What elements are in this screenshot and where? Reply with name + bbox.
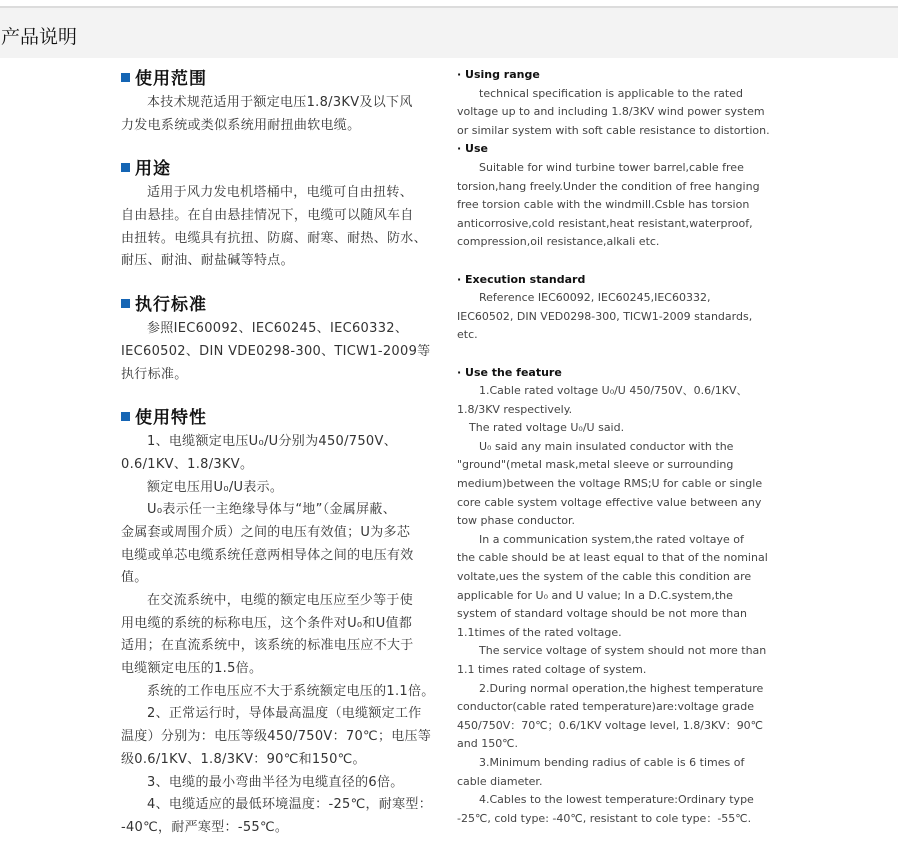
paragraph-line: 系统的工作电压应不大于系统额定电压的1.1倍。 (147, 683, 435, 699)
paragraph-line: cable diameter. (457, 774, 543, 788)
section-heading: · Using range (457, 68, 540, 81)
section-header (0, 8, 898, 58)
paragraph-line: 1.1 times rated coltage of system. (457, 663, 647, 676)
paragraph-line: voltate,ues the system of the cable this condition are (457, 570, 752, 584)
paragraph-line: 耐压、耐油、耐盐碱等特点。 (121, 253, 294, 269)
english-description-column (457, 66, 772, 828)
paragraph-line: anticorrosive,cold resistant,heat resistant,waterproof, (457, 216, 753, 230)
section-heading: · Use (457, 142, 488, 156)
paragraph-line: 0.6/1KV、1.8/3KV。 (121, 456, 254, 472)
paragraph-line: 力发电系统或类似系统用耐扭曲软电缆。 (121, 117, 361, 133)
paragraph-line: 金属套或周围介质）之间的电压有效值；U为多芯 (121, 524, 411, 540)
paragraph-line: compression,oil resistance,alkali etc. (457, 235, 660, 249)
section-heading-text: 使用特性 (135, 408, 207, 429)
paragraph-line: IEC60502、DIN VDE0298-300、TICW1-2009等 (121, 343, 431, 359)
paragraph-line: technical specification is applicable to the rated (479, 86, 743, 100)
paragraph-line: 本技术规范适用于额定电压1.8/3KV及以下风 (147, 95, 413, 110)
paragraph-line: 1.1times of the rated voltage. (457, 625, 622, 639)
paragraph-line: 执行标准。 (121, 366, 188, 382)
paragraph-line: 由扭转。电缆具有抗扭、防腐、耐寒、耐热、防水、 (121, 230, 427, 246)
paragraph-line: 3.Minimum bending radius of cable is 6 times of (479, 755, 745, 769)
paragraph-line: 2.During normal operation,the highest temperature (479, 681, 764, 695)
paragraph-line: or similar system with soft cable resistance to distortion. (457, 123, 770, 137)
section-heading (121, 405, 441, 431)
paragraph-line: 1、电缆额定电压U₀/U分别为450/750V、 (147, 434, 397, 450)
paragraph-line: 电缆或单芯电缆系统任意两相导体之间的电压有效 (121, 547, 414, 563)
paragraph-line: IEC60502, DIN VED0298-300, TICW1-2009 standards, (457, 309, 753, 323)
paragraph-line: In a communication system,the rated voltaye of (479, 532, 744, 546)
paragraph-line: tow phase conductor. (457, 514, 576, 528)
paragraph-line: U₀ said any main insulated conductor with the (479, 439, 734, 453)
section-heading (121, 292, 441, 318)
chinese-description-column (121, 66, 441, 840)
paragraph-line: conductor(cable rated temperature)are:voltage grade (457, 700, 755, 714)
paragraph-line: 1.Cable rated voltage U₀/U 450/750V、0.6/1KV、 (479, 384, 748, 398)
paragraph-line: torsion,hang freely.Under the condition of free hanging (457, 179, 760, 193)
paragraph-line: etc. (457, 328, 478, 342)
section-heading: · Use the feature (457, 365, 562, 379)
paragraph-line: 在交流系统中，电缆的额定电压应至少等于使 (147, 593, 414, 608)
paragraph-line: 4、电缆适应的最低环境温度：-25℃，耐寒型： (147, 797, 433, 813)
paragraph-line: core cable system voltage effective value between any (457, 495, 762, 509)
spacer (457, 252, 772, 271)
spacer (121, 137, 441, 156)
paragraph-line: 适用；在直流系统中，该系统的标准电压应不大于 (121, 638, 414, 654)
paragraph-line: 4.Cables to the lowest temperature:Ordinary type (479, 793, 754, 807)
paragraph-line: medium)between the voltage RMS;U for cable or single (457, 477, 763, 491)
section-heading-text: 使用范围 (135, 69, 207, 89)
bullet-square-icon (121, 163, 130, 172)
paragraph-line: 450/750V：70℃；0.6/1KV voltage level, 1.8/3KV：90℃ (457, 718, 764, 732)
paragraph-line: "ground"(metal mask,metal sleeve or surrounding (457, 458, 734, 472)
bullet-square-icon (121, 299, 130, 308)
section-heading (121, 66, 441, 92)
section-heading: · Execution standard (457, 272, 586, 286)
paragraph-line: 值。 (121, 570, 148, 586)
paragraph-line: system of standard voltage should be not more than (457, 607, 747, 621)
paragraph-line: Suitable for wind turbine tower barrel,cable free (479, 160, 744, 174)
section-heading-text: 用途 (135, 159, 171, 180)
bullet-square-icon (121, 412, 130, 421)
section-heading-text: 执行标准 (135, 295, 207, 316)
paragraph-line: Reference IEC60092, IEC60245,IEC60332, (479, 291, 711, 305)
paragraph-line: voltage up to and including 1.8/3KV wind power system (457, 105, 765, 119)
paragraph-line: 级0.6/1KV、1.8/3KV：90℃和150℃。 (121, 751, 366, 767)
paragraph-line: 自由悬挂。在自由悬挂情况下，电缆可以随风车自 (121, 208, 414, 224)
spacer (457, 345, 772, 364)
paragraph-line: the cable should be at least equal to that of the nominal (457, 551, 768, 565)
spacer (121, 273, 441, 292)
paragraph-line: 参照IEC60092、IEC60245、IEC60332、 (147, 321, 409, 337)
bullet-square-icon (121, 73, 130, 82)
paragraph-line: U₀表示任一主绝缘导体与“地”（金属屏蔽、 (147, 502, 396, 518)
paragraph-line: 电缆额定电压的1.5倍。 (121, 661, 263, 677)
page-title: 产品说明 (1, 26, 78, 48)
section-heading (121, 156, 441, 182)
paragraph-line: 额定电压用U₀/U表示。 (147, 479, 284, 495)
paragraph-line: 温度）分别为：电压等级450/750V：70℃；电压等 (121, 729, 432, 745)
paragraph-line: The service voltage of system should not more than (479, 644, 767, 658)
paragraph-line: 2、正常运行时，导体最高温度（电缆额定工作 (147, 706, 422, 722)
spacer (121, 386, 441, 405)
paragraph-line: 适用于风力发电机塔桶中，电缆可自由扭转、 (147, 185, 414, 201)
paragraph-line: -40℃，耐严寒型：-55℃。 (121, 819, 289, 835)
paragraph-line: 1.8/3KV respectively. (457, 402, 573, 416)
paragraph-line: 3、电缆的最小弯曲半径为电缆直径的6倍。 (147, 774, 404, 790)
paragraph-line: 用电缆的系统的标称电压，这个条件对U₀和U值都 (121, 615, 413, 631)
paragraph-line: and 150℃. (457, 737, 519, 751)
paragraph-line: The rated voltage U₀/U said. (469, 421, 625, 435)
paragraph-line: -25℃, cold type: -40℃, resistant to cole type：-55℃. (457, 811, 752, 825)
paragraph-line: free torsion cable with the windmill.Csble has torsion (457, 198, 750, 212)
paragraph-line: applicable for U₀ and U value; In a D.C.system,the (457, 588, 733, 602)
